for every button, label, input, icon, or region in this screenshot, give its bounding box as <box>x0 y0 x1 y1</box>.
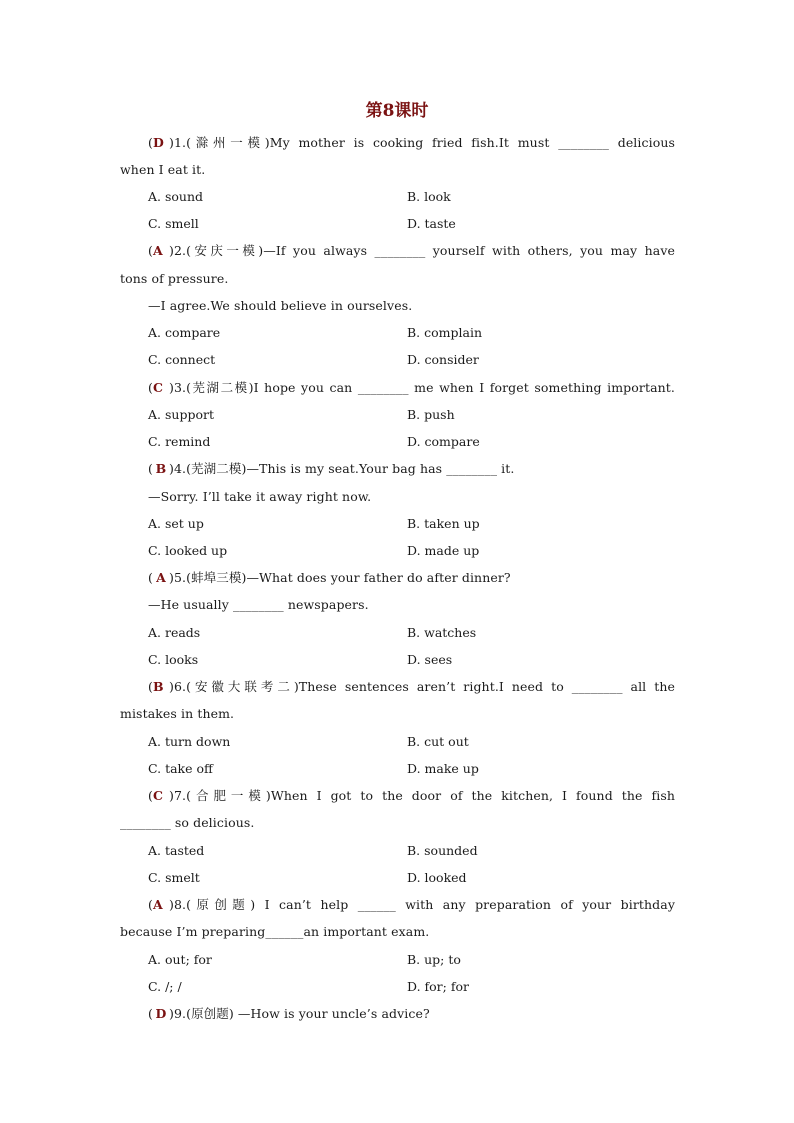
question-text: 8.(原创题) I can’t help ______ with any preparation of your birthday <box>173 897 675 912</box>
answer-mark: A <box>156 570 166 585</box>
option-a: A. sound <box>148 189 204 204</box>
question-1-stem: (D )1.(滁州一模)My mother is cooking fried fish.It must ________ delicious <box>148 135 675 150</box>
option-d: D. taste <box>407 216 456 231</box>
option-c: C. /; / <box>148 979 182 994</box>
answer-mark: C <box>152 788 164 803</box>
option-c: C. looked up <box>148 543 228 558</box>
option-c: C. remind <box>148 434 211 449</box>
question-8-stem: (A )8.(原创题) I can’t help ______ with any preparation of your birthday <box>148 897 675 912</box>
option-b: B. sounded <box>407 843 478 858</box>
option-c: C. smell <box>148 216 199 231</box>
option-b: B. watches <box>407 625 477 640</box>
question-1-continuation: when I eat it. <box>120 162 206 177</box>
option-a: A. reads <box>148 625 201 640</box>
question-5-stem: ( A )5.(蚌埠三模)—What does your father do after dinner? <box>148 570 511 585</box>
option-d: D. make up <box>407 761 479 776</box>
option-d: D. compare <box>407 434 480 449</box>
question-text: 3.(芜湖二模)I hope you can ________ me when I forget something important. <box>173 380 675 395</box>
question-7-stem: (C )7.(合肥一模)When I got to the door of the kitchen, I found the fish <box>148 788 675 803</box>
option-c: C. connect <box>148 352 216 367</box>
option-d: D. for; for <box>407 979 469 994</box>
question-6-stem: (B )6.(安徽大联考二)These sentences aren’t right.I need to ________ all the <box>148 679 675 694</box>
option-b: B. complain <box>407 325 483 340</box>
option-a: A. tasted <box>148 843 205 858</box>
question-8-continuation: because I’m preparing______an important exam. <box>120 924 430 939</box>
option-b: B. taken up <box>407 516 480 531</box>
answer-mark: C <box>152 380 164 395</box>
question-text: 5.(蚌埠三模)—What does your father do after dinner? <box>173 570 511 585</box>
option-a: A. set up <box>148 516 204 531</box>
answer-mark: D <box>152 135 164 150</box>
option-b: B. push <box>407 407 455 422</box>
answer-mark: B <box>155 461 167 476</box>
question-2-continuation: tons of pressure. <box>120 271 229 286</box>
question-4-stem: ( B )4.(芜湖二模)—This is my seat.Your bag has ________ it. <box>148 461 515 476</box>
question-3-stem: (C )3.(芜湖二模)I hope you can ________ me when I forget something important. <box>148 380 675 395</box>
question-text: 1.(滁州一模)My mother is cooking fried fish.It must ________ delicious <box>173 135 675 150</box>
option-d: D. looked <box>407 870 467 885</box>
question-4-reply: —Sorry. I’ll take it away right now. <box>148 489 372 504</box>
option-a: A. turn down <box>148 734 231 749</box>
question-text: 7.(合肥一模)When I got to the door of the kitchen, I found the fish <box>173 788 675 803</box>
option-b: B. up; to <box>407 952 461 967</box>
question-9-stem: ( D )9.(原创题) —How is your uncle’s advice? <box>148 1006 430 1021</box>
option-c: C. smelt <box>148 870 200 885</box>
option-c: C. take off <box>148 761 213 776</box>
question-2-reply: —I agree.We should believe in ourselves. <box>148 298 413 313</box>
option-d: D. consider <box>407 352 479 367</box>
option-a: A. out; for <box>148 952 212 967</box>
option-d: D. sees <box>407 652 453 667</box>
question-text: 4.(芜湖二模)—This is my seat.Your bag has ________ it. <box>173 461 515 476</box>
question-text: 2.(安庆一模)—If you always ________ yourself with others, you may have <box>173 243 675 258</box>
answer-mark: A <box>152 897 163 912</box>
question-6-continuation: mistakes in them. <box>120 706 235 721</box>
option-b: B. cut out <box>407 734 469 749</box>
question-2-stem: (A )2.(安庆一模)—If you always ________ yourself with others, you may have <box>148 243 675 258</box>
option-d: D. made up <box>407 543 480 558</box>
question-text: 9.(原创题) —How is your uncle’s advice? <box>173 1006 430 1021</box>
answer-mark: B <box>152 679 164 694</box>
answer-mark: A <box>152 243 163 258</box>
option-c: C. looks <box>148 652 199 667</box>
option-a: A. compare <box>148 325 221 340</box>
question-7-continuation: ________ so delicious. <box>120 815 255 830</box>
page-title: 第8课时 <box>365 101 429 121</box>
option-b: B. look <box>407 189 451 204</box>
question-5-reply: —He usually ________ newspapers. <box>148 597 369 612</box>
answer-mark: D <box>155 1006 167 1021</box>
question-text: 6.(安徽大联考二)These sentences aren’t right.I need to ________ all the <box>173 679 675 694</box>
option-a: A. support <box>148 407 214 422</box>
